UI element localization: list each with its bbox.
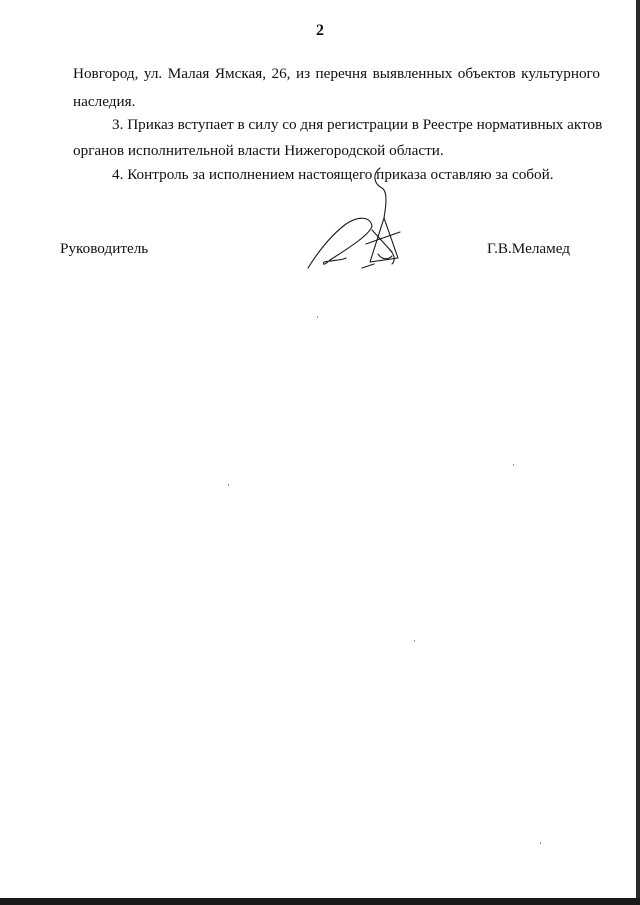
scan-speck — [540, 842, 541, 844]
paragraph-line-2: наследия. — [73, 93, 136, 110]
page-number: 2 — [316, 22, 324, 39]
paragraph-line-5: 4. Контроль за исполнением настоящего приказа оставляю за собой. — [112, 166, 554, 183]
signatory-name: Г.В.Меламед — [487, 240, 571, 257]
scan-edge-right — [636, 0, 640, 905]
scan-speck — [513, 464, 514, 466]
handwritten-signature — [300, 160, 410, 275]
scan-speck — [414, 640, 415, 642]
scan-speck — [228, 484, 229, 486]
paragraph-line-4: органов исполнительной власти Нижегородской области. — [73, 142, 444, 159]
paragraph-line-3: 3. Приказ вступает в силу со дня регистрации в Реестре нормативных актов — [112, 116, 603, 133]
scan-edge-bottom — [0, 898, 640, 905]
scan-speck — [317, 316, 318, 318]
paragraph-line-1: Новгород, ул. Малая Ямская, 26, из перечня выявленных объектов культурного — [73, 65, 600, 82]
signatory-position: Руководитель — [60, 240, 149, 257]
